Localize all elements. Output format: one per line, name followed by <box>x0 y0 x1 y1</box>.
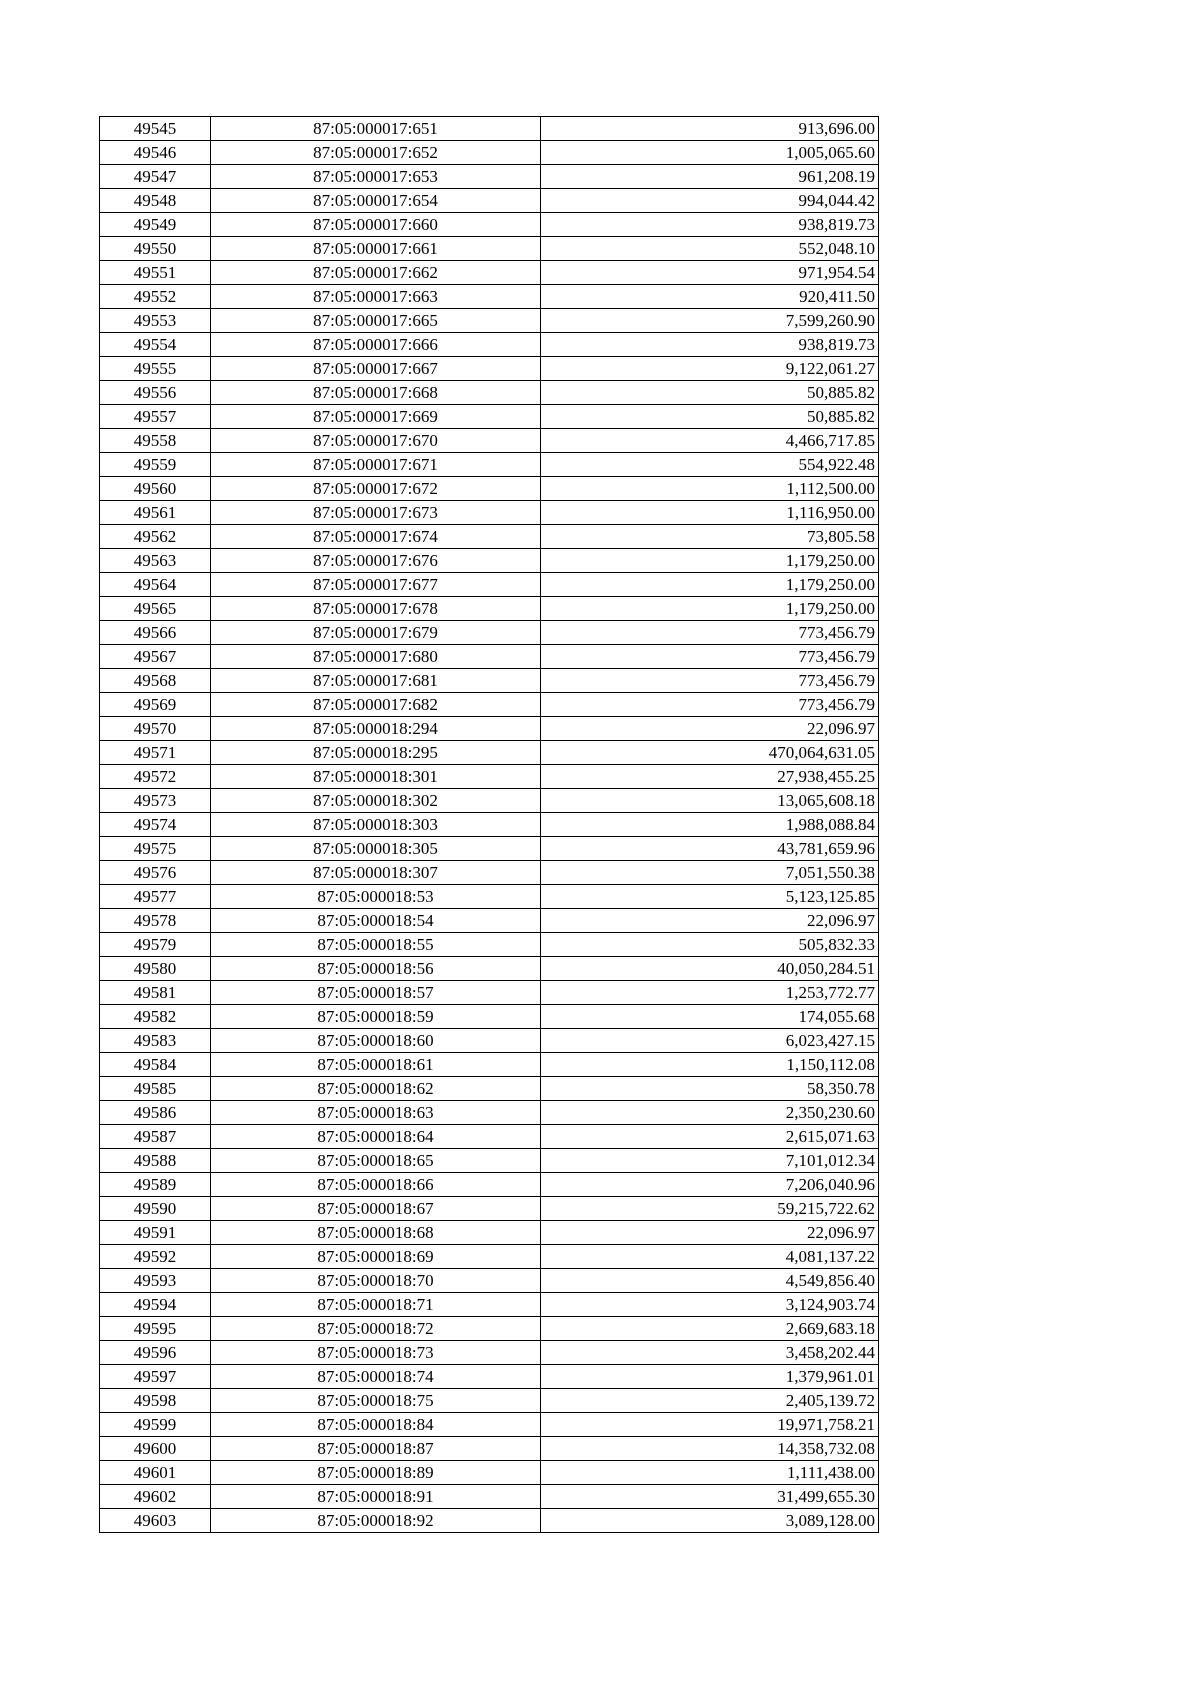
cadastral-number-cell: 87:05:000018:294 <box>211 717 541 741</box>
cadastral-value-cell: 773,456.79 <box>541 693 879 717</box>
cadastral-value-cell: 994,044.42 <box>541 189 879 213</box>
cadastral-number-cell: 87:05:000017:662 <box>211 261 541 285</box>
table-row <box>100 621 879 645</box>
table-row <box>100 717 879 741</box>
table-row <box>100 1317 879 1341</box>
cadastral-value-cell: 6,023,427.15 <box>541 1029 879 1053</box>
row-number-cell: 49587 <box>100 1125 211 1149</box>
table-row <box>100 909 879 933</box>
cadastral-number-cell: 87:05:000017:668 <box>211 381 541 405</box>
table-row <box>100 141 879 165</box>
table-row <box>100 1341 879 1365</box>
cadastral-value-cell: 40,050,284.51 <box>541 957 879 981</box>
cadastral-value-cell: 913,696.00 <box>541 117 879 141</box>
row-number-cell: 49583 <box>100 1029 211 1053</box>
table-row <box>100 549 879 573</box>
table-row <box>100 1173 879 1197</box>
table-body <box>100 117 879 1533</box>
cadastral-value-cell: 50,885.82 <box>541 405 879 429</box>
row-number-cell: 49573 <box>100 789 211 813</box>
row-number-cell: 49566 <box>100 621 211 645</box>
cadastral-number-cell: 87:05:000017:661 <box>211 237 541 261</box>
row-number-cell: 49549 <box>100 213 211 237</box>
cadastral-value-cell: 773,456.79 <box>541 645 879 669</box>
table-row <box>100 477 879 501</box>
cadastral-number-cell: 87:05:000017:669 <box>211 405 541 429</box>
cadastral-value-cell: 7,206,040.96 <box>541 1173 879 1197</box>
cadastral-number-cell: 87:05:000017:652 <box>211 141 541 165</box>
cadastral-number-cell: 87:05:000018:302 <box>211 789 541 813</box>
cadastral-number-cell: 87:05:000018:53 <box>211 885 541 909</box>
cadastral-value-cell: 3,124,903.74 <box>541 1293 879 1317</box>
table-row <box>100 333 879 357</box>
row-number-cell: 49567 <box>100 645 211 669</box>
cadastral-value-cell: 2,405,139.72 <box>541 1389 879 1413</box>
row-number-cell: 49593 <box>100 1269 211 1293</box>
cadastral-value-cell: 59,215,722.62 <box>541 1197 879 1221</box>
cadastral-value-cell: 554,922.48 <box>541 453 879 477</box>
table-row <box>100 1077 879 1101</box>
table-row <box>100 453 879 477</box>
cadastral-number-cell: 87:05:000018:305 <box>211 837 541 861</box>
row-number-cell: 49563 <box>100 549 211 573</box>
table-row <box>100 1101 879 1125</box>
cadastral-value-cell: 1,379,961.01 <box>541 1365 879 1389</box>
cadastral-number-cell: 87:05:000018:57 <box>211 981 541 1005</box>
cadastral-value-cell: 73,805.58 <box>541 525 879 549</box>
row-number-cell: 49576 <box>100 861 211 885</box>
table-row <box>100 189 879 213</box>
cadastral-number-cell: 87:05:000017:666 <box>211 333 541 357</box>
cadastral-number-cell: 87:05:000017:674 <box>211 525 541 549</box>
cadastral-value-cell: 1,988,088.84 <box>541 813 879 837</box>
cadastral-value-cell: 43,781,659.96 <box>541 837 879 861</box>
table-row <box>100 1509 879 1533</box>
row-number-cell: 49578 <box>100 909 211 933</box>
cadastral-number-cell: 87:05:000018:61 <box>211 1053 541 1077</box>
table-row <box>100 957 879 981</box>
table-row <box>100 285 879 309</box>
table-row <box>100 501 879 525</box>
cadastral-value-cell: 773,456.79 <box>541 669 879 693</box>
cadastral-number-cell: 87:05:000017:678 <box>211 597 541 621</box>
table-row <box>100 1461 879 1485</box>
row-number-cell: 49580 <box>100 957 211 981</box>
row-number-cell: 49565 <box>100 597 211 621</box>
row-number-cell: 49552 <box>100 285 211 309</box>
row-number-cell: 49570 <box>100 717 211 741</box>
cadastral-value-cell: 4,549,856.40 <box>541 1269 879 1293</box>
cadastral-value-cell: 50,885.82 <box>541 381 879 405</box>
table-row <box>100 1389 879 1413</box>
cadastral-number-cell: 87:05:000018:73 <box>211 1341 541 1365</box>
table-row <box>100 813 879 837</box>
cadastral-value-cell: 4,466,717.85 <box>541 429 879 453</box>
cadastral-number-cell: 87:05:000017:653 <box>211 165 541 189</box>
row-number-cell: 49584 <box>100 1053 211 1077</box>
table-row <box>100 693 879 717</box>
cadastral-value-cell: 7,101,012.34 <box>541 1149 879 1173</box>
row-number-cell: 49590 <box>100 1197 211 1221</box>
table-row <box>100 861 879 885</box>
cadastral-number-cell: 87:05:000017:677 <box>211 573 541 597</box>
cadastral-number-cell: 87:05:000017:672 <box>211 477 541 501</box>
row-number-cell: 49581 <box>100 981 211 1005</box>
cadastral-number-cell: 87:05:000018:59 <box>211 1005 541 1029</box>
row-number-cell: 49560 <box>100 477 211 501</box>
cadastral-number-cell: 87:05:000018:65 <box>211 1149 541 1173</box>
cadastral-value-cell: 58,350.78 <box>541 1077 879 1101</box>
table-row <box>100 525 879 549</box>
table-row <box>100 429 879 453</box>
table-row <box>100 237 879 261</box>
row-number-cell: 49545 <box>100 117 211 141</box>
table-row <box>100 837 879 861</box>
cadastral-value-cell: 22,096.97 <box>541 1221 879 1245</box>
table-row <box>100 981 879 1005</box>
row-number-cell: 49579 <box>100 933 211 957</box>
row-number-cell: 49586 <box>100 1101 211 1125</box>
row-number-cell: 49559 <box>100 453 211 477</box>
row-number-cell: 49602 <box>100 1485 211 1509</box>
cadastral-number-cell: 87:05:000018:66 <box>211 1173 541 1197</box>
cadastral-value-cell: 22,096.97 <box>541 717 879 741</box>
cadastral-value-cell: 13,065,608.18 <box>541 789 879 813</box>
table-row <box>100 357 879 381</box>
table-row <box>100 765 879 789</box>
cadastral-value-cell: 938,819.73 <box>541 213 879 237</box>
row-number-cell: 49601 <box>100 1461 211 1485</box>
cadastre-value-table <box>99 116 879 1533</box>
cadastral-number-cell: 87:05:000018:307 <box>211 861 541 885</box>
cadastral-value-cell: 27,938,455.25 <box>541 765 879 789</box>
cadastral-value-cell: 4,081,137.22 <box>541 1245 879 1269</box>
table-row <box>100 405 879 429</box>
row-number-cell: 49589 <box>100 1173 211 1197</box>
row-number-cell: 49603 <box>100 1509 211 1533</box>
table-row <box>100 1485 879 1509</box>
cadastral-value-cell: 1,111,438.00 <box>541 1461 879 1485</box>
row-number-cell: 49564 <box>100 573 211 597</box>
table-row <box>100 1221 879 1245</box>
row-number-cell: 49599 <box>100 1413 211 1437</box>
cadastral-number-cell: 87:05:000017:663 <box>211 285 541 309</box>
cadastral-value-cell: 773,456.79 <box>541 621 879 645</box>
row-number-cell: 49577 <box>100 885 211 909</box>
cadastral-value-cell: 505,832.33 <box>541 933 879 957</box>
table-row <box>100 669 879 693</box>
table-row <box>100 1125 879 1149</box>
row-number-cell: 49550 <box>100 237 211 261</box>
cadastral-number-cell: 87:05:000017:651 <box>211 117 541 141</box>
table-row <box>100 573 879 597</box>
row-number-cell: 49551 <box>100 261 211 285</box>
cadastral-number-cell: 87:05:000018:63 <box>211 1101 541 1125</box>
row-number-cell: 49568 <box>100 669 211 693</box>
row-number-cell: 49600 <box>100 1437 211 1461</box>
row-number-cell: 49572 <box>100 765 211 789</box>
cadastral-value-cell: 1,179,250.00 <box>541 573 879 597</box>
row-number-cell: 49557 <box>100 405 211 429</box>
cadastral-number-cell: 87:05:000018:87 <box>211 1437 541 1461</box>
table-row <box>100 117 879 141</box>
row-number-cell: 49585 <box>100 1077 211 1101</box>
cadastral-value-cell: 552,048.10 <box>541 237 879 261</box>
table-row <box>100 1293 879 1317</box>
table-row <box>100 381 879 405</box>
row-number-cell: 49591 <box>100 1221 211 1245</box>
table-row <box>100 1029 879 1053</box>
cadastral-value-cell: 1,179,250.00 <box>541 549 879 573</box>
cadastral-number-cell: 87:05:000018:56 <box>211 957 541 981</box>
table-row <box>100 165 879 189</box>
cadastral-number-cell: 87:05:000018:74 <box>211 1365 541 1389</box>
row-number-cell: 49558 <box>100 429 211 453</box>
row-number-cell: 49582 <box>100 1005 211 1029</box>
table-row <box>100 933 879 957</box>
row-number-cell: 49588 <box>100 1149 211 1173</box>
cadastral-number-cell: 87:05:000018:62 <box>211 1077 541 1101</box>
cadastral-number-cell: 87:05:000017:670 <box>211 429 541 453</box>
cadastral-value-cell: 470,064,631.05 <box>541 741 879 765</box>
cadastral-number-cell: 87:05:000017:671 <box>211 453 541 477</box>
cadastral-value-cell: 1,116,950.00 <box>541 501 879 525</box>
cadastral-number-cell: 87:05:000018:301 <box>211 765 541 789</box>
cadastral-value-cell: 14,358,732.08 <box>541 1437 879 1461</box>
cadastral-value-cell: 971,954.54 <box>541 261 879 285</box>
table-row <box>100 885 879 909</box>
table-row <box>100 1005 879 1029</box>
table-row <box>100 645 879 669</box>
cadastral-value-cell: 174,055.68 <box>541 1005 879 1029</box>
cadastral-number-cell: 87:05:000017:681 <box>211 669 541 693</box>
cadastral-number-cell: 87:05:000018:69 <box>211 1245 541 1269</box>
table-row <box>100 741 879 765</box>
row-number-cell: 49596 <box>100 1341 211 1365</box>
table-row <box>100 789 879 813</box>
table-row <box>100 597 879 621</box>
table-row <box>100 261 879 285</box>
cadastral-value-cell: 2,350,230.60 <box>541 1101 879 1125</box>
cadastral-number-cell: 87:05:000018:89 <box>211 1461 541 1485</box>
cadastral-number-cell: 87:05:000017:660 <box>211 213 541 237</box>
cadastral-number-cell: 87:05:000017:676 <box>211 549 541 573</box>
row-number-cell: 49556 <box>100 381 211 405</box>
cadastral-value-cell: 3,089,128.00 <box>541 1509 879 1533</box>
cadastral-number-cell: 87:05:000018:68 <box>211 1221 541 1245</box>
row-number-cell: 49594 <box>100 1293 211 1317</box>
cadastral-number-cell: 87:05:000017:665 <box>211 309 541 333</box>
cadastral-number-cell: 87:05:000018:84 <box>211 1413 541 1437</box>
table-row <box>100 1197 879 1221</box>
cadastral-number-cell: 87:05:000017:679 <box>211 621 541 645</box>
row-number-cell: 49569 <box>100 693 211 717</box>
row-number-cell: 49554 <box>100 333 211 357</box>
row-number-cell: 49562 <box>100 525 211 549</box>
row-number-cell: 49574 <box>100 813 211 837</box>
cadastral-value-cell: 7,599,260.90 <box>541 309 879 333</box>
row-number-cell: 49598 <box>100 1389 211 1413</box>
cadastral-value-cell: 2,615,071.63 <box>541 1125 879 1149</box>
row-number-cell: 49547 <box>100 165 211 189</box>
cadastral-number-cell: 87:05:000018:91 <box>211 1485 541 1509</box>
cadastral-number-cell: 87:05:000018:55 <box>211 933 541 957</box>
row-number-cell: 49575 <box>100 837 211 861</box>
cadastral-number-cell: 87:05:000017:682 <box>211 693 541 717</box>
cadastral-value-cell: 1,112,500.00 <box>541 477 879 501</box>
cadastral-number-cell: 87:05:000018:72 <box>211 1317 541 1341</box>
row-number-cell: 49561 <box>100 501 211 525</box>
row-number-cell: 49571 <box>100 741 211 765</box>
cadastral-number-cell: 87:05:000018:92 <box>211 1509 541 1533</box>
cadastral-number-cell: 87:05:000018:60 <box>211 1029 541 1053</box>
row-number-cell: 49595 <box>100 1317 211 1341</box>
cadastral-value-cell: 22,096.97 <box>541 909 879 933</box>
cadastral-value-cell: 920,411.50 <box>541 285 879 309</box>
table-row <box>100 1437 879 1461</box>
cadastral-value-cell: 3,458,202.44 <box>541 1341 879 1365</box>
cadastral-value-cell: 1,179,250.00 <box>541 597 879 621</box>
table-row <box>100 1365 879 1389</box>
row-number-cell: 49548 <box>100 189 211 213</box>
cadastral-value-cell: 7,051,550.38 <box>541 861 879 885</box>
cadastral-value-cell: 31,499,655.30 <box>541 1485 879 1509</box>
cadastral-value-cell: 961,208.19 <box>541 165 879 189</box>
cadastral-number-cell: 87:05:000018:70 <box>211 1269 541 1293</box>
cadastral-number-cell: 87:05:000018:75 <box>211 1389 541 1413</box>
cadastral-value-cell: 9,122,061.27 <box>541 357 879 381</box>
cadastral-value-cell: 5,123,125.85 <box>541 885 879 909</box>
table-row <box>100 1413 879 1437</box>
cadastral-value-cell: 1,253,772.77 <box>541 981 879 1005</box>
row-number-cell: 49553 <box>100 309 211 333</box>
row-number-cell: 49592 <box>100 1245 211 1269</box>
table-row <box>100 1245 879 1269</box>
table-row <box>100 1269 879 1293</box>
table-row <box>100 1149 879 1173</box>
cadastral-number-cell: 87:05:000018:64 <box>211 1125 541 1149</box>
cadastral-number-cell: 87:05:000018:67 <box>211 1197 541 1221</box>
cadastral-value-cell: 1,150,112.08 <box>541 1053 879 1077</box>
cadastral-number-cell: 87:05:000017:673 <box>211 501 541 525</box>
row-number-cell: 49597 <box>100 1365 211 1389</box>
cadastral-number-cell: 87:05:000018:295 <box>211 741 541 765</box>
row-number-cell: 49546 <box>100 141 211 165</box>
cadastral-number-cell: 87:05:000017:680 <box>211 645 541 669</box>
table-row <box>100 1053 879 1077</box>
cadastral-value-cell: 1,005,065.60 <box>541 141 879 165</box>
cadastral-value-cell: 938,819.73 <box>541 333 879 357</box>
cadastral-number-cell: 87:05:000018:303 <box>211 813 541 837</box>
cadastral-number-cell: 87:05:000018:71 <box>211 1293 541 1317</box>
cadastral-number-cell: 87:05:000017:667 <box>211 357 541 381</box>
row-number-cell: 49555 <box>100 357 211 381</box>
cadastral-value-cell: 19,971,758.21 <box>541 1413 879 1437</box>
cadastral-number-cell: 87:05:000017:654 <box>211 189 541 213</box>
table-row <box>100 309 879 333</box>
cadastral-number-cell: 87:05:000018:54 <box>211 909 541 933</box>
table-row <box>100 213 879 237</box>
cadastral-value-cell: 2,669,683.18 <box>541 1317 879 1341</box>
